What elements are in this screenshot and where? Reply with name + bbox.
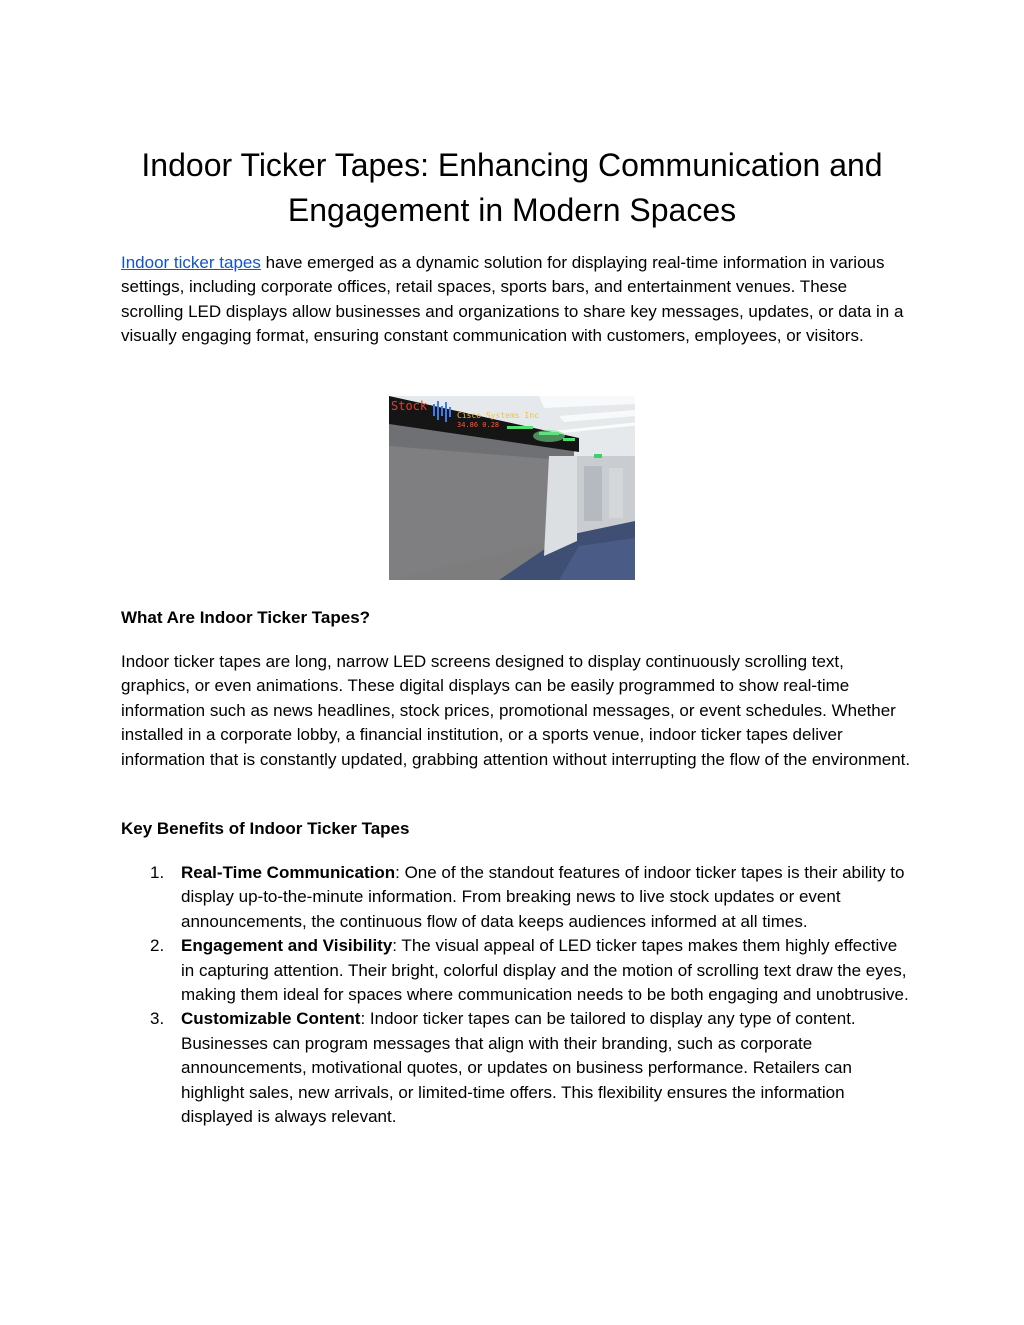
list-item	[121, 1007, 911, 1129]
list-item	[121, 861, 911, 934]
intro-paragraph	[121, 251, 911, 349]
list-number: 2.	[150, 936, 165, 956]
section-heading-what-are: What Are Indoor Ticker Tapes?	[121, 608, 371, 627]
list-item-text: : One of the standout features of indoor ticker tapes is their ability to display up-to-the-minute information. From breaking news to live stock updates or event announcements, the continuous flow of data keeps audiences informed at all times.	[181, 863, 905, 931]
section-body-what-are: Indoor ticker tapes are long, narrow LED screens designed to display continuously scrolling text, graphics, or even animations. These digital displays can be easily programmed to show real-time information such as news headlines, stock prices, promotional messages, or event schedules. Whether installed in a corporate lobby, a financial institution, or a sports venue, indoor ticker tapes deliver information that is constantly updated, grabbing attention without interrupting the flow of the environment.	[121, 652, 911, 769]
list-number: 1.	[150, 863, 165, 882]
led-company-text: Cisco Systems Inc	[457, 411, 539, 420]
list-item-title: Customizable Content	[181, 1009, 361, 1029]
page-title: Indoor Ticker Tapes: Enhancing Communication and Engagement in Modern Spaces	[141, 147, 883, 228]
list-item-text: : Indoor ticker tapes can be tailored to display any type of content. Businesses can program messages that align with their branding, such as corporate announcements, motivational quotes, or updates on business performance. Retailers can highlight sales, new arrivals, or limited-time offers. This flexibility ensures the information displayed is always relevant.	[181, 1009, 856, 1127]
section-heading-key-benefits: Key Benefits of Indoor Ticker Tapes	[121, 819, 410, 838]
indoor-ticker-tapes-link[interactable]: Indoor ticker tapes	[121, 253, 261, 272]
office-led-ticker-image	[389, 396, 635, 580]
list-item-title: Engagement and Visibility	[181, 936, 393, 956]
list-item-title: Real-Time Communication	[181, 863, 396, 882]
led-stock-text: Stock	[391, 399, 428, 413]
intro-text: have emerged as a dynamic solution for displaying real-time information in various settings, including corporate offices, retail spaces, sports bars, and entertainment venues. These scrolling LED displays allow businesses and organizations to share key messages, updates, or data in a visually engaging format, ensuring constant communication with customers, employees, or visitors.	[121, 253, 904, 346]
benefits-list	[121, 861, 911, 1129]
led-price-text: 34.86 0.28	[457, 421, 500, 429]
ticker-tape-photo	[389, 396, 635, 580]
list-item-text: : The visual appeal of LED ticker tapes makes them highly effective in capturing attention. Their bright, colorful display and the motion of scrolling text draw the eyes, making them ideal for spaces where communication needs to be both engaging and unobtrusive.	[181, 936, 909, 1005]
list-number: 3.	[150, 1009, 165, 1029]
list-item	[121, 934, 911, 1007]
